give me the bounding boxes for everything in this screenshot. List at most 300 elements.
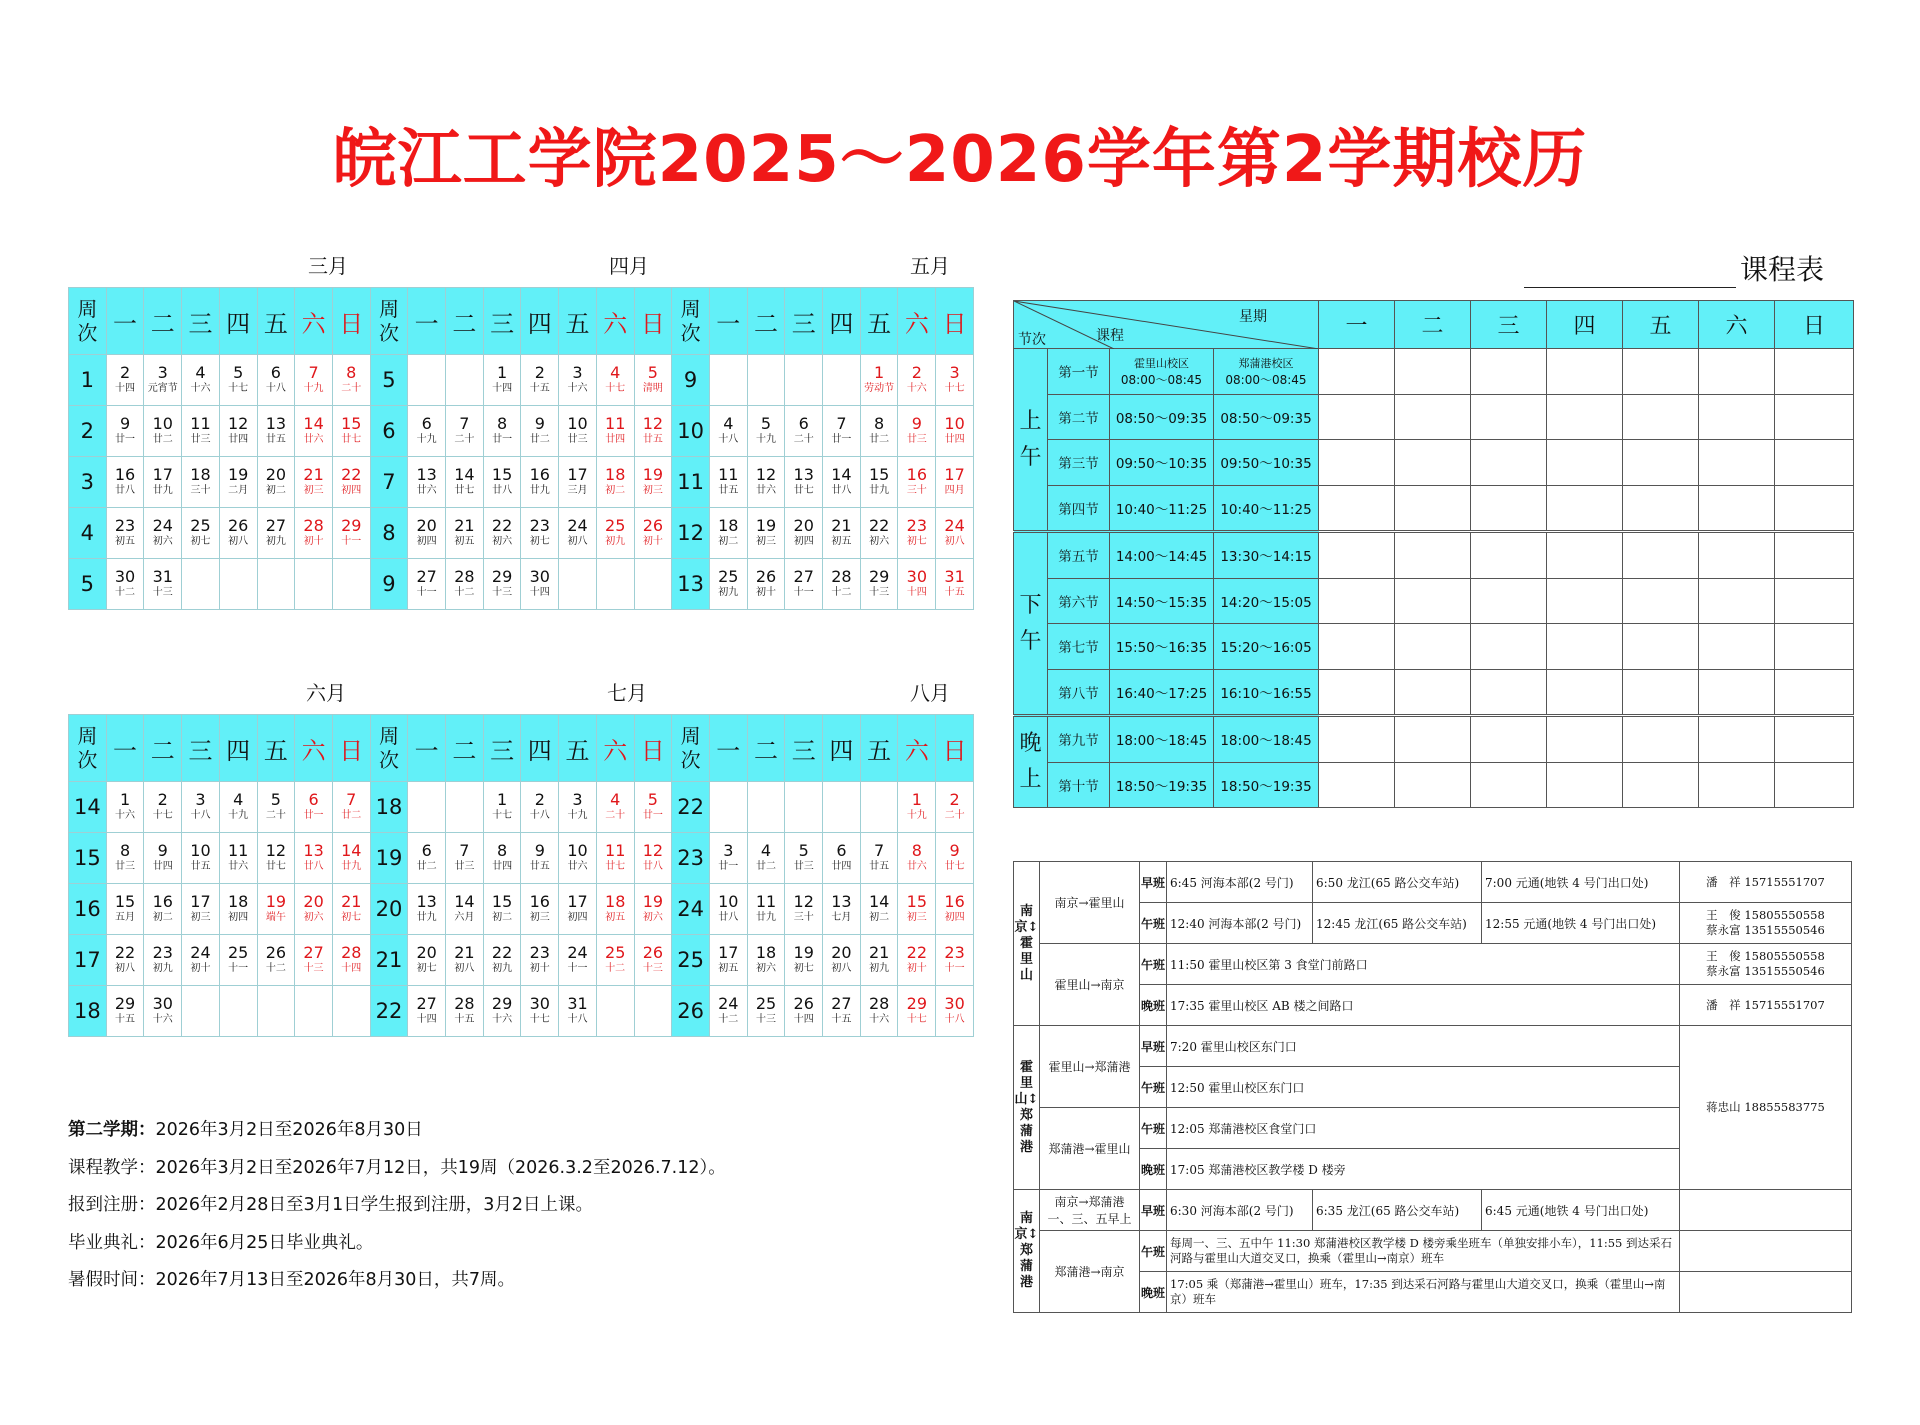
stop: 12:55 元通(地铁 4 号门出口处) <box>1482 903 1680 944</box>
schedule-cell[interactable] <box>1471 532 1547 579</box>
lunar-date: 初二 <box>869 912 890 923</box>
lunar-date: 十六 <box>567 383 588 394</box>
schedule-cell[interactable] <box>1699 394 1775 440</box>
day-cell <box>936 406 974 457</box>
period-label: 第十节 <box>1048 762 1110 808</box>
lunar-date: 初九 <box>718 587 739 598</box>
lunar-date: 廿六 <box>906 861 927 872</box>
schedule-cell[interactable] <box>1471 349 1547 395</box>
schedule-cell[interactable] <box>1319 762 1395 808</box>
day-number: 2 <box>911 363 922 382</box>
lunar-date: 十四 <box>492 383 513 394</box>
lunar-date: 廿二 <box>869 434 890 445</box>
day-cell <box>182 884 220 935</box>
lunar-date: 初九 <box>492 963 513 974</box>
day-cell <box>823 355 861 406</box>
lunar-date: 初九 <box>869 963 890 974</box>
schedule-cell[interactable] <box>1395 624 1471 670</box>
day-number: 18 <box>718 516 739 535</box>
stop: 17:05 郑蒲港校区教学楼 D 楼旁 <box>1167 1149 1680 1190</box>
day-number: 1 <box>874 363 885 382</box>
stop: 17:05 乘（郑蒲港→霍里山）班车，17:35 到达采石河路与霍里山大道交叉口，换乘（霍里山→南京）班车 <box>1167 1272 1680 1313</box>
lunar-date: 初七 <box>906 536 927 547</box>
lunar-date: 十七 <box>228 383 249 394</box>
lunar-date: 十五 <box>115 1014 136 1025</box>
schedule-cell[interactable] <box>1471 485 1547 532</box>
day-number: 8 <box>496 841 508 860</box>
schedule-cell[interactable] <box>1319 532 1395 579</box>
day-cell <box>936 935 974 986</box>
day-number: 21 <box>868 943 890 962</box>
schedule-cell[interactable] <box>1699 485 1775 532</box>
day-cell <box>144 986 182 1037</box>
day-cell <box>596 457 634 508</box>
lunar-date: 初二 <box>605 485 626 496</box>
day-cell <box>860 508 898 559</box>
lunar-date: 十七 <box>529 1014 550 1025</box>
schedule-cell[interactable] <box>1775 349 1854 395</box>
lunar-date: 初三 <box>906 912 927 923</box>
schedule-cell[interactable] <box>1775 394 1854 440</box>
weekday-header: 三 <box>483 288 521 355</box>
day-cell <box>521 457 559 508</box>
schedule-cell[interactable] <box>1319 669 1395 716</box>
day-number: 3 <box>949 363 960 382</box>
schedule-cell[interactable] <box>1775 440 1854 486</box>
schedule-title: 课程表 <box>1524 248 1836 288</box>
day-number: 28 <box>341 943 362 962</box>
day-number: 15 <box>868 465 890 484</box>
day-number: 29 <box>114 994 136 1013</box>
schedule-cell[interactable] <box>1471 440 1547 486</box>
lunar-date: 初九 <box>605 536 626 547</box>
week-number: 19 <box>370 833 408 884</box>
day-number: 20 <box>416 943 437 962</box>
day-cell <box>823 884 861 935</box>
day-cell <box>219 508 257 559</box>
day-cell <box>106 508 144 559</box>
lunar-date: 廿一 <box>115 434 136 445</box>
stop: 6:45 河海本部(2 号门) <box>1167 862 1313 903</box>
schedule-cell[interactable] <box>1319 578 1395 624</box>
schedule-cell[interactable] <box>1623 762 1699 808</box>
lunar-date: 廿六 <box>303 434 324 445</box>
day-cell <box>521 782 559 833</box>
lunar-date: 十三 <box>642 963 663 974</box>
day-cell <box>483 457 521 508</box>
lunar-date: 十六 <box>152 1014 173 1025</box>
day-number: 21 <box>454 943 475 962</box>
day-number: 13 <box>416 892 437 911</box>
schedule-cell[interactable] <box>1547 440 1623 486</box>
lunar-date: 廿二 <box>756 861 776 872</box>
schedule-cell[interactable] <box>1395 440 1471 486</box>
day-number: 27 <box>831 994 852 1013</box>
day-cell <box>521 833 559 884</box>
lunar-date: 初八 <box>831 963 852 974</box>
weekday-header: 一 <box>106 288 144 355</box>
day-cell <box>332 986 370 1037</box>
day-cell <box>898 782 936 833</box>
schedule-cell[interactable] <box>1623 624 1699 670</box>
lunar-date: 初五 <box>115 536 136 547</box>
day-number: 28 <box>303 516 324 535</box>
day-cell <box>182 355 220 406</box>
bus-group-nj-hls: 南京↕霍里山 <box>1014 862 1040 1026</box>
section-label: 晚上 <box>1014 716 1048 808</box>
schedule-cell[interactable] <box>1471 669 1547 716</box>
day-cell <box>144 884 182 935</box>
day-cell <box>634 833 672 884</box>
schedule-cell[interactable] <box>1623 716 1699 763</box>
schedule-cell[interactable] <box>1547 532 1623 579</box>
day-number: 30 <box>152 994 173 1013</box>
day-cell <box>257 406 295 457</box>
day-number: 14 <box>454 465 475 484</box>
period-label: 第七节 <box>1048 624 1110 670</box>
weekday-header: 六 <box>295 288 333 355</box>
campus2-time: 16:10～16:55 <box>1214 669 1319 716</box>
lunar-date: 初三 <box>190 912 211 923</box>
lunar-date: 廿五 <box>642 434 663 445</box>
lunar-date: 廿四 <box>228 434 249 445</box>
day-cell <box>446 833 484 884</box>
schedule-cell[interactable] <box>1623 394 1699 440</box>
day-cell <box>634 457 672 508</box>
schedule-cell[interactable] <box>1699 624 1775 670</box>
day-cell <box>823 986 861 1037</box>
day-number: 22 <box>491 943 513 962</box>
schedule-cell[interactable] <box>1319 485 1395 532</box>
schedule-cell[interactable] <box>1699 578 1775 624</box>
lunar-date: 初四 <box>416 536 437 547</box>
day-number: 15 <box>341 414 362 433</box>
schedule-cell[interactable] <box>1775 716 1854 763</box>
day-number: 12 <box>642 414 664 433</box>
schedule-cell[interactable] <box>1319 624 1395 670</box>
schedule-cell[interactable] <box>1775 669 1854 716</box>
schedule-cell[interactable] <box>1395 669 1471 716</box>
day-number: 18 <box>227 892 249 911</box>
schedule-cell[interactable] <box>1623 440 1699 486</box>
day-cell <box>446 782 484 833</box>
day-number: 18 <box>755 943 777 962</box>
semester-notes <box>68 1112 726 1300</box>
stop: 12:05 郑蒲港校区食堂门口 <box>1167 1108 1680 1149</box>
schedule-cell[interactable] <box>1699 669 1775 716</box>
shift-evening: 晚班 <box>1140 1149 1167 1190</box>
week-number: 18 <box>370 782 408 833</box>
lunar-date: 十七 <box>944 383 965 394</box>
contact-empty <box>1680 1231 1852 1272</box>
day-cell <box>785 355 823 406</box>
schedule-cell[interactable] <box>1623 349 1699 395</box>
schedule-cell[interactable] <box>1395 394 1471 440</box>
lunar-date: 初十 <box>642 536 663 547</box>
day-number: 15 <box>491 892 513 911</box>
lunar-date: 端午 <box>265 912 286 923</box>
schedule-cell[interactable] <box>1547 762 1623 808</box>
lunar-date: 初六 <box>492 536 513 547</box>
shift-evening: 晚班 <box>1140 1272 1167 1313</box>
lunar-date: 廿八 <box>303 861 324 872</box>
lunar-date: 初六 <box>869 536 890 547</box>
schedule-cell[interactable] <box>1699 440 1775 486</box>
day-number: 30 <box>944 994 965 1013</box>
lunar-date: 初七 <box>341 912 362 923</box>
day-number: 2 <box>534 363 545 382</box>
week-number: 4 <box>69 508 107 559</box>
day-cell <box>295 406 333 457</box>
lunar-date: 廿六 <box>756 485 776 496</box>
lunar-date: 十四 <box>416 1014 437 1025</box>
schedule-cell[interactable] <box>1699 532 1775 579</box>
lunar-date: 十一 <box>416 587 437 598</box>
day-cell <box>860 986 898 1037</box>
day-cell <box>936 457 974 508</box>
lunar-date: 十二 <box>831 587 852 598</box>
week-number: 3 <box>69 457 107 508</box>
schedule-cell[interactable] <box>1547 485 1623 532</box>
weekday-header: 日 <box>634 715 672 782</box>
day-cell <box>709 833 747 884</box>
schedule-cell[interactable] <box>1623 669 1699 716</box>
day-cell <box>709 508 747 559</box>
day-number: 10 <box>567 414 588 433</box>
route-hls-to-zpg: 霍里山→郑蒲港 <box>1040 1026 1140 1108</box>
schedule-cell[interactable] <box>1547 669 1623 716</box>
day-number: 20 <box>831 943 852 962</box>
shift-evening: 晚班 <box>1140 985 1167 1026</box>
day-cell <box>936 782 974 833</box>
lunar-date: 廿四 <box>492 861 513 872</box>
lunar-date: 十一 <box>228 963 249 974</box>
day-number: 7 <box>459 414 470 433</box>
schedule-corner <box>1014 301 1319 349</box>
schedule-cell[interactable] <box>1471 716 1547 763</box>
day-number: 8 <box>874 414 885 433</box>
lunar-date: 十九 <box>228 810 249 821</box>
schedule-cell[interactable] <box>1395 485 1471 532</box>
week-number: 26 <box>672 986 710 1037</box>
schedule-cell[interactable] <box>1395 762 1471 808</box>
schedule-cell[interactable] <box>1547 716 1623 763</box>
lunar-date: 廿五 <box>718 485 739 496</box>
schedule-cell[interactable] <box>1623 485 1699 532</box>
day-number: 28 <box>868 994 890 1013</box>
day-cell <box>446 884 484 935</box>
week-number: 20 <box>370 884 408 935</box>
lunar-date: 十三 <box>756 1014 776 1025</box>
lunar-date: 廿五 <box>265 434 286 445</box>
day-number: 14 <box>454 892 475 911</box>
day-number: 5 <box>760 414 772 433</box>
day-cell <box>521 406 559 457</box>
schedule-cell[interactable] <box>1775 485 1854 532</box>
day-cell <box>182 508 220 559</box>
lunar-date: 初三 <box>642 485 663 496</box>
day-cell <box>936 884 974 935</box>
lunar-date: 十三 <box>869 587 890 598</box>
campus1-time: 18:00～18:45 <box>1110 716 1214 763</box>
day-number: 16 <box>114 465 136 484</box>
day-number: 18 <box>605 465 626 484</box>
schedule-cell[interactable] <box>1471 394 1547 440</box>
lunar-date: 廿九 <box>529 485 550 496</box>
month-label-jul: 七月 <box>607 681 647 705</box>
day-cell <box>785 884 823 935</box>
weekday-header: 六 <box>898 715 936 782</box>
schedule-cell[interactable] <box>1699 762 1775 808</box>
schedule-cell[interactable] <box>1623 532 1699 579</box>
day-number: 17 <box>567 892 588 911</box>
weekday-header: 六 <box>898 288 936 355</box>
lunar-date: 廿一 <box>718 861 739 872</box>
stop: 12:50 霍里山校区东门口 <box>1167 1067 1680 1108</box>
schedule-cell[interactable] <box>1775 762 1854 808</box>
route-zpg-to-nj: 郑蒲港→南京 <box>1040 1231 1140 1313</box>
schedule-cell[interactable] <box>1699 716 1775 763</box>
lunar-date: 三十 <box>906 485 927 496</box>
day-number: 26 <box>227 516 249 535</box>
schedule-cell[interactable] <box>1319 440 1395 486</box>
day-number: 11 <box>755 892 777 911</box>
route-nj-to-zpg: 南京→郑蒲港 一、三、五早上 <box>1040 1190 1140 1231</box>
day-number: 5 <box>270 790 281 809</box>
week-number-header: 周次 <box>370 288 408 355</box>
schedule-cell[interactable] <box>1395 349 1471 395</box>
lunar-date: 十七 <box>152 810 173 821</box>
weekday-header: 一 <box>408 715 446 782</box>
day-number: 1 <box>911 790 922 809</box>
day-number: 25 <box>755 994 777 1013</box>
schedule-cell[interactable] <box>1319 349 1395 395</box>
day-cell <box>446 559 484 610</box>
contact: 蒋忠山 18855583775 <box>1680 1026 1852 1190</box>
day-cell <box>860 833 898 884</box>
schedule-cell[interactable] <box>1775 624 1854 670</box>
lunar-date: 十六 <box>190 383 211 394</box>
lunar-date: 初五 <box>831 536 852 547</box>
day-cell <box>144 508 182 559</box>
schedule-cell[interactable] <box>1319 716 1395 763</box>
day-number: 3 <box>723 841 734 860</box>
schedule-cell[interactable] <box>1547 578 1623 624</box>
lunar-date: 初二 <box>152 912 173 923</box>
schedule-cell[interactable] <box>1623 578 1699 624</box>
schedule-cell[interactable] <box>1547 624 1623 670</box>
day-cell <box>483 406 521 457</box>
lunar-date: 十四 <box>906 587 927 598</box>
schedule-cell[interactable] <box>1775 578 1854 624</box>
lunar-date: 廿三 <box>190 434 211 445</box>
schedule-cell[interactable] <box>1395 532 1471 579</box>
day-number: 6 <box>421 841 432 860</box>
day-number: 20 <box>416 516 437 535</box>
day-number: 30 <box>906 567 927 586</box>
day-number: 17 <box>944 465 965 484</box>
schedule-cell[interactable] <box>1395 578 1471 624</box>
day-number: 7 <box>308 363 319 382</box>
day-number: 29 <box>906 994 927 1013</box>
day-number: 3 <box>572 363 583 382</box>
lunar-date: 十四 <box>529 587 550 598</box>
day-number: 26 <box>642 516 664 535</box>
day-number: 13 <box>265 414 287 433</box>
campus2-time: 13:30～14:15 <box>1214 532 1319 579</box>
schedule-cell[interactable] <box>1471 578 1547 624</box>
schedule-cell[interactable] <box>1471 624 1547 670</box>
day-cell <box>634 884 672 935</box>
day-cell <box>596 986 634 1037</box>
day-number: 31 <box>152 567 173 586</box>
campus1-time: 15:50～16:35 <box>1110 624 1214 670</box>
lunar-date: 十一 <box>341 536 362 547</box>
weekday-header: 二 <box>446 715 484 782</box>
schedule-cell[interactable] <box>1699 349 1775 395</box>
day-cell <box>483 884 521 935</box>
weekday-header: 六 <box>596 288 634 355</box>
schedule-cell[interactable] <box>1471 762 1547 808</box>
day-cell <box>483 782 521 833</box>
day-cell <box>898 457 936 508</box>
schedule-cell[interactable] <box>1547 349 1623 395</box>
day-number: 12 <box>793 892 814 911</box>
contact: 潘 祥 15715551707 <box>1680 985 1852 1026</box>
day-number: 9 <box>534 841 545 860</box>
month-label-mar: 三月 <box>308 254 348 278</box>
day-cell <box>408 935 446 986</box>
day-cell <box>295 782 333 833</box>
day-cell <box>446 355 484 406</box>
day-number: 6 <box>836 841 847 860</box>
day-cell <box>483 508 521 559</box>
stop: 6:30 河海本部(2 号门) <box>1167 1190 1313 1231</box>
day-number: 21 <box>831 516 852 535</box>
period-label: 第一节 <box>1048 349 1110 395</box>
lunar-date: 廿八 <box>492 485 513 496</box>
weekday-header: 一 <box>709 288 747 355</box>
schedule-cell[interactable] <box>1395 716 1471 763</box>
schedule-cell[interactable] <box>1547 394 1623 440</box>
day-cell <box>860 782 898 833</box>
day-number: 18 <box>605 892 626 911</box>
weekday-header: 四 <box>521 288 559 355</box>
day-cell <box>559 406 597 457</box>
day-number: 23 <box>152 943 173 962</box>
day-cell <box>144 406 182 457</box>
day-cell <box>182 986 220 1037</box>
contact: 潘 祥 15715551707 <box>1680 862 1852 903</box>
weekday-header: 一 <box>709 715 747 782</box>
day-number: 12 <box>227 414 249 433</box>
day-cell <box>257 457 295 508</box>
day-number: 4 <box>195 363 206 382</box>
lunar-date: 十六 <box>906 383 927 394</box>
day-cell <box>332 559 370 610</box>
schedule-cell[interactable] <box>1319 394 1395 440</box>
week-number: 24 <box>672 884 710 935</box>
lunar-date: 十八 <box>944 1014 965 1025</box>
stop: 每周一、三、五中午 11:30 郑蒲港校区教学楼 D 楼旁乘坐班车（单独安排小车），11:55 到达采石河路与霍里山大道交叉口，换乘（霍里山→南京）班车 <box>1167 1231 1680 1272</box>
schedule-cell[interactable] <box>1775 532 1854 579</box>
lunar-date: 初六 <box>642 912 663 923</box>
day-cell <box>785 782 823 833</box>
day-number: 10 <box>944 414 965 433</box>
day-cell <box>709 986 747 1037</box>
lunar-date: 十四 <box>341 963 362 974</box>
day-cell <box>521 884 559 935</box>
